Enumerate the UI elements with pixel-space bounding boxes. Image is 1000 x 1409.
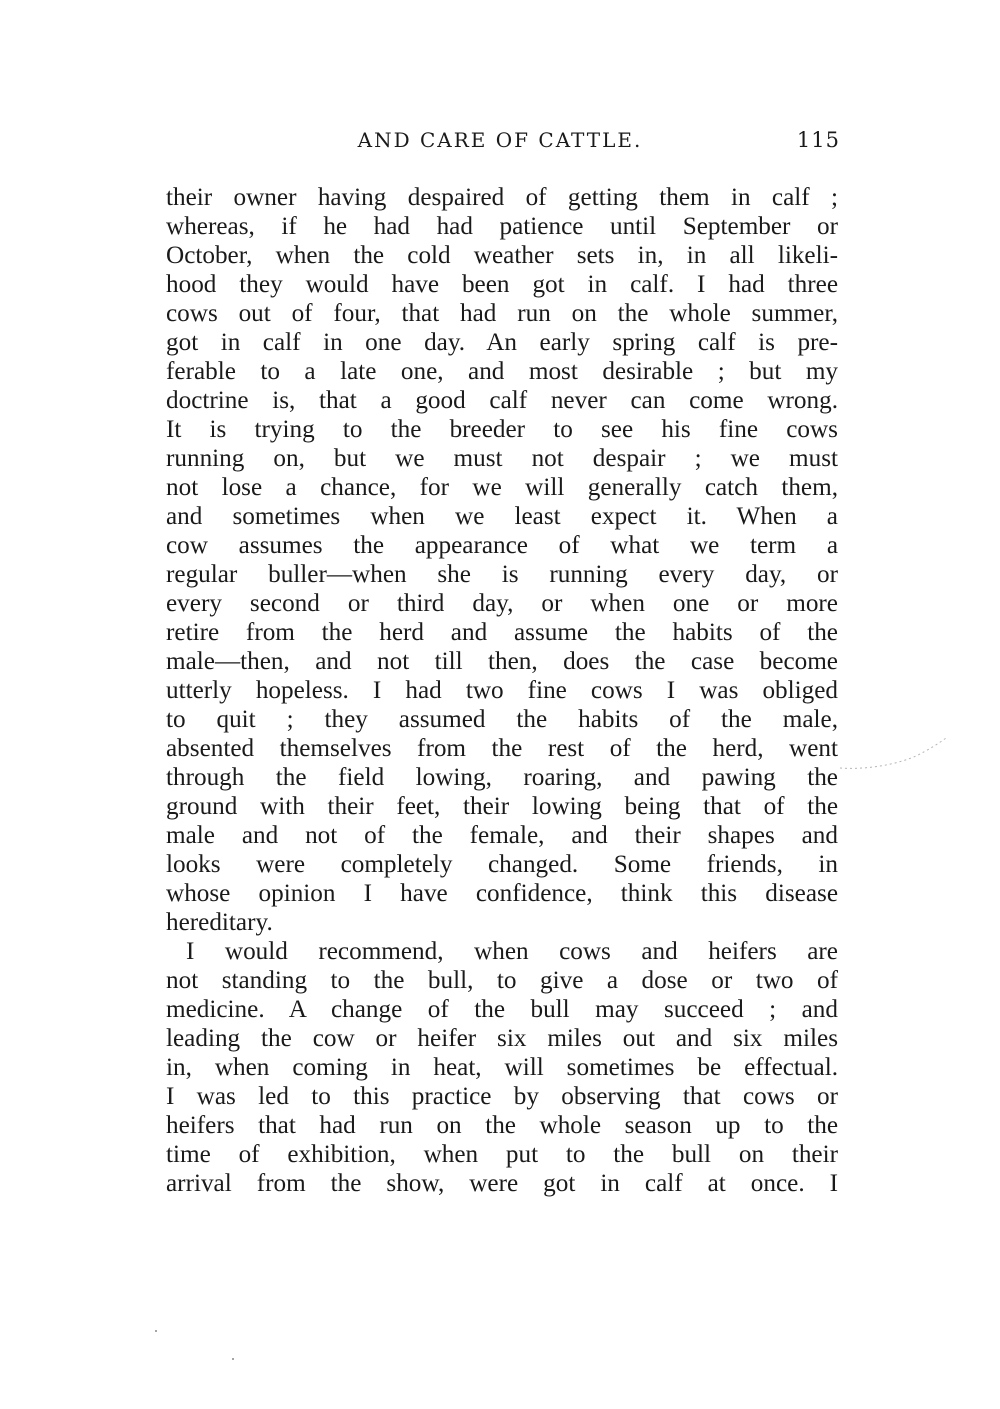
- text-line: October, when the cold weather sets in, in all likeli-: [166, 242, 838, 269]
- scan-speck: [232, 1358, 234, 1360]
- text-line: in, when coming in heat, will sometimes be effectual.: [166, 1054, 838, 1081]
- text-line: It is trying to the breeder to see his fine cows: [166, 416, 838, 443]
- text-line: male and not of the female, and their shapes and: [166, 822, 838, 849]
- text-line: ferable to a late one, and most desirable ; but my: [166, 358, 838, 385]
- text-line: medicine. A change of the bull may succeed ; and: [166, 996, 838, 1023]
- text-line: hereditary.: [166, 909, 273, 936]
- running-head: [160, 128, 840, 162]
- pencil-mark: [838, 734, 948, 774]
- scan-speck: [155, 1330, 157, 1332]
- text-line: absented themselves from the rest of the herd, went: [166, 735, 838, 762]
- text-line: to quit ; they assumed the habits of the male,: [166, 706, 838, 733]
- text-line: looks were completely changed. Some friends, in: [166, 851, 838, 878]
- text-line: doctrine is, that a good calf never can come wrong.: [166, 387, 838, 414]
- text-line: leading the cow or heifer six miles out and six miles: [166, 1025, 838, 1052]
- text-line: not lose a chance, for we will generally catch them,: [166, 474, 838, 501]
- text-line: time of exhibition, when put to the bull on their: [166, 1141, 838, 1168]
- text-line: their owner having despaired of getting them in calf ;: [166, 184, 838, 211]
- text-line: male—then, and not till then, does the case become: [166, 648, 838, 675]
- text-line: arrival from the show, were got in calf at once. I: [166, 1170, 838, 1197]
- text-line: heifers that had run on the whole season up to the: [166, 1112, 838, 1139]
- text-line: whose opinion I have confidence, think this disease: [166, 880, 838, 907]
- text-line: whereas, if he had had patience until September or: [166, 213, 838, 240]
- page-number: 115: [796, 128, 840, 152]
- text-line: ground with their feet, their lowing being that of the: [166, 793, 838, 820]
- text-line: utterly hopeless. I had two fine cows I was obliged: [166, 677, 838, 704]
- text-line: cows out of four, that had run on the whole summer,: [166, 300, 838, 327]
- text-line: not standing to the bull, to give a dose or two of: [166, 967, 838, 994]
- text-line: running on, but we must not despair ; we must: [166, 445, 838, 472]
- text-line: regular buller—when she is running every day, or: [166, 561, 838, 588]
- paragraph: [166, 937, 838, 1198]
- body-text: [166, 183, 838, 1198]
- text-line: I was led to this practice by observing that cows or: [166, 1083, 838, 1110]
- text-line: through the field lowing, roaring, and pawing the: [166, 764, 838, 791]
- text-line: hood they would have been got in calf. I had three: [166, 271, 838, 298]
- text-line: got in calf in one day. An early spring calf is pre-: [166, 329, 838, 356]
- paragraph: [166, 183, 838, 937]
- text-line: retire from the herd and assume the habits of the: [166, 619, 838, 646]
- text-line: I would recommend, when cows and heifers are: [186, 938, 838, 965]
- text-line: every second or third day, or when one or more: [166, 590, 838, 617]
- running-title: AND CARE OF CATTLE.: [357, 128, 643, 152]
- text-line: cow assumes the appearance of what we term a: [166, 532, 838, 559]
- text-line: and sometimes when we least expect it. When a: [166, 503, 838, 530]
